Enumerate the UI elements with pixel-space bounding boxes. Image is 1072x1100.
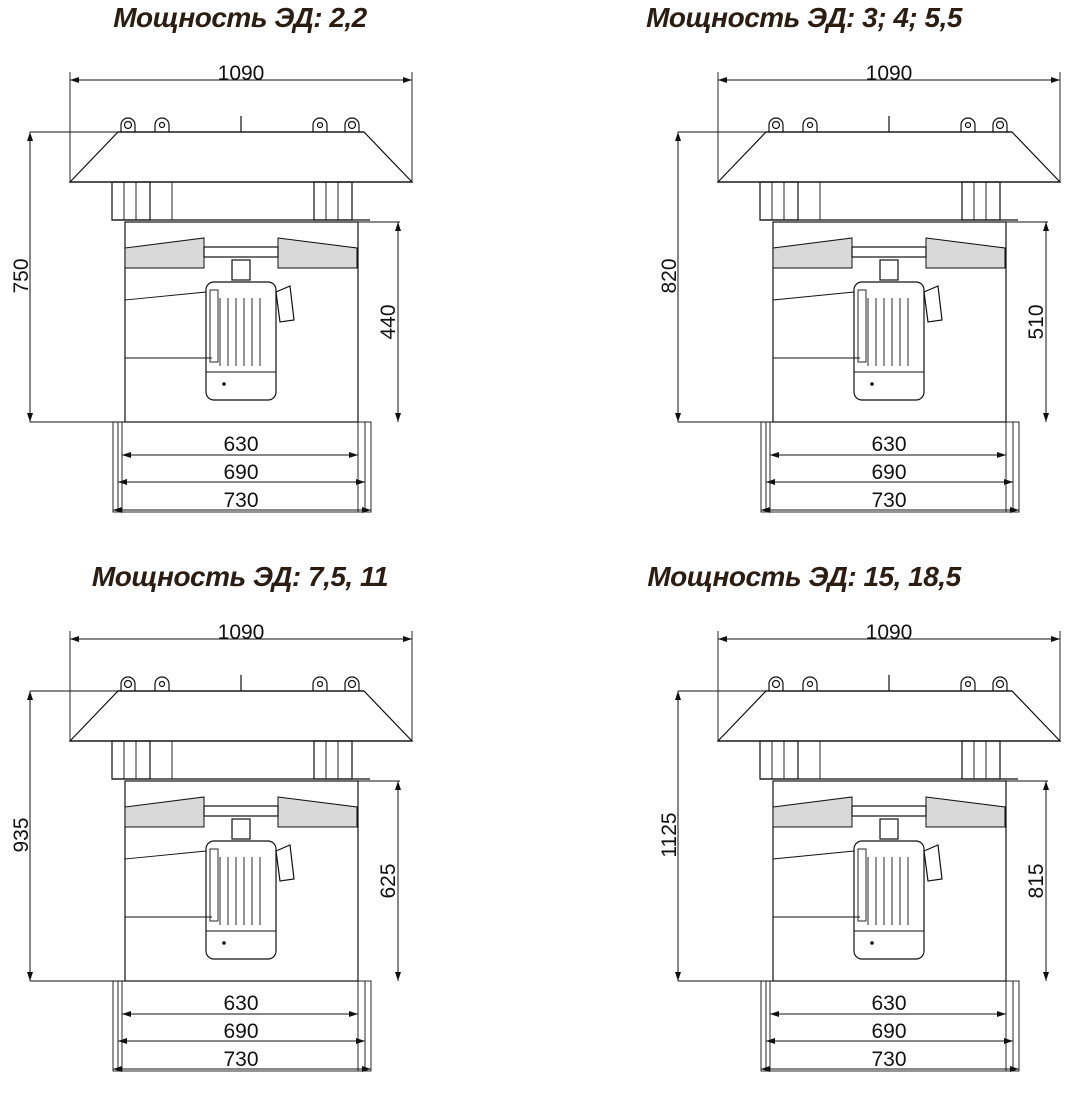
dimension-width-690: 690 — [871, 1020, 907, 1043]
lifting-eye-hole — [997, 681, 1004, 688]
dimension-height-total: 750 — [10, 258, 33, 294]
fan-assembly — [27, 631, 412, 1072]
post-inner — [798, 741, 820, 779]
dimension-width-top: 1090 — [217, 62, 265, 85]
dimension-width-690: 690 — [223, 1020, 259, 1043]
dimension-width-630: 630 — [223, 992, 259, 1015]
motor-flange — [924, 286, 942, 322]
lifting-eye — [345, 118, 359, 132]
drawing-panel-1 — [0, 0, 536, 541]
lifting-eye — [769, 677, 783, 691]
lifting-eye — [769, 118, 783, 132]
arrowhead — [122, 1011, 131, 1017]
dimension-width-730: 730 — [223, 1048, 259, 1071]
arrowhead — [403, 636, 412, 642]
motor-body — [854, 282, 924, 400]
lifting-eye-hole — [125, 122, 132, 129]
fan-geometry — [675, 631, 1060, 1072]
hood — [70, 691, 412, 741]
fan-drawing — [0, 0, 536, 541]
leader-line — [773, 851, 854, 859]
arrowhead — [356, 1038, 365, 1044]
arrowhead — [395, 413, 401, 422]
fan-assembly — [27, 72, 412, 513]
arrowhead — [718, 636, 727, 642]
dimension-height-lower: 440 — [377, 304, 400, 340]
lifting-eye — [961, 118, 975, 132]
lifting-eye — [121, 677, 135, 691]
impeller-blade-right — [926, 797, 1005, 827]
arrowhead — [118, 1038, 127, 1044]
lifting-eye-hole — [349, 122, 356, 129]
lifting-eye — [313, 118, 327, 132]
motor-body — [206, 841, 276, 959]
impeller-blade-left — [773, 238, 852, 268]
dimension-width-690: 690 — [223, 461, 259, 484]
arrowhead — [675, 413, 681, 422]
arrowhead — [766, 1038, 775, 1044]
lifting-eye — [155, 118, 169, 132]
motor-shaft — [232, 819, 250, 839]
dimension-height-lower: 815 — [1025, 863, 1048, 899]
motor-body — [854, 841, 924, 959]
lifting-eye-hole — [966, 682, 971, 687]
dimension-width-690: 690 — [871, 461, 907, 484]
arrowhead — [403, 77, 412, 83]
panel-title: Мощность ЭД: 3; 4; 5,5 — [646, 2, 962, 33]
lifting-eye-hole — [773, 122, 780, 129]
impeller-blade-left — [773, 797, 852, 827]
impeller-hub — [852, 247, 926, 257]
hood — [718, 132, 1060, 182]
arrowhead — [1043, 222, 1049, 231]
motor-shaft — [232, 260, 250, 280]
arrowhead — [770, 452, 779, 458]
arrowhead — [1004, 479, 1013, 485]
dimension-width-top: 1090 — [865, 621, 913, 644]
arrowhead — [122, 452, 131, 458]
arrowhead — [770, 1011, 779, 1017]
dimension-width-630: 630 — [223, 433, 259, 456]
impeller-hub — [204, 247, 278, 257]
arrowhead — [27, 413, 33, 422]
arrowhead — [349, 452, 358, 458]
lifting-eye — [155, 677, 169, 691]
arrowhead — [395, 781, 401, 790]
lifting-eye-hole — [997, 122, 1004, 129]
fan-drawing — [536, 0, 1072, 541]
lifting-eye — [993, 677, 1007, 691]
arrowhead — [675, 691, 681, 700]
dimension-height-total: 820 — [658, 258, 681, 294]
support-post — [112, 741, 150, 779]
arrowhead — [395, 222, 401, 231]
lifting-eye-hole — [808, 123, 813, 128]
panel-title: Мощность ЭД: 2,2 — [113, 2, 367, 33]
fan-geometry — [675, 72, 1060, 513]
arrowhead — [27, 972, 33, 981]
motor-shaft — [880, 260, 898, 280]
arrowhead — [675, 132, 681, 141]
dimension-width-630: 630 — [871, 992, 907, 1015]
motor-flange — [924, 845, 942, 881]
lifting-eye-hole — [160, 123, 165, 128]
dimension-width-730: 730 — [871, 489, 907, 512]
impeller-hub — [852, 806, 926, 816]
arrowhead — [1051, 636, 1060, 642]
lifting-eye-hole — [349, 681, 356, 688]
fan-geometry — [27, 631, 412, 1072]
arrowhead — [997, 452, 1006, 458]
arrowhead — [356, 479, 365, 485]
lifting-eye — [803, 118, 817, 132]
dimension-width-top: 1090 — [865, 62, 913, 85]
dimension-height-total: 935 — [10, 817, 33, 853]
lifting-eye-hole — [318, 123, 323, 128]
motor-flange — [276, 286, 294, 322]
dimension-width-730: 730 — [871, 1048, 907, 1071]
impeller-blade-right — [278, 238, 357, 268]
arrowhead — [718, 77, 727, 83]
arrowhead — [27, 132, 33, 141]
dimension-width-730: 730 — [223, 489, 259, 512]
post-inner — [150, 182, 172, 220]
arrowhead — [997, 1011, 1006, 1017]
dimension-height-lower: 625 — [377, 863, 400, 899]
lifting-eye-hole — [773, 681, 780, 688]
motor-body — [206, 282, 276, 400]
support-post — [962, 182, 1000, 220]
support-post — [112, 182, 150, 220]
support-post — [314, 182, 352, 220]
drawing-panel-2 — [536, 0, 1072, 541]
lifting-eye — [345, 677, 359, 691]
hood — [70, 132, 412, 182]
dimension-width-top: 1090 — [217, 621, 265, 644]
hood — [718, 691, 1060, 741]
panel-title: Мощность ЭД: 15, 18,5 — [647, 561, 961, 592]
lifting-eye-hole — [318, 682, 323, 687]
post-inner — [150, 741, 172, 779]
lifting-eye — [121, 118, 135, 132]
motor-bolt — [222, 382, 226, 386]
arrowhead — [70, 77, 79, 83]
arrowhead — [1043, 413, 1049, 422]
impeller-blade-left — [125, 797, 204, 827]
panel-title: Мощность ЭД: 7,5, 11 — [91, 561, 389, 592]
lifting-eye — [313, 677, 327, 691]
arrowhead — [766, 479, 775, 485]
arrowhead — [27, 691, 33, 700]
arrowhead — [118, 479, 127, 485]
drawing-panel-4 — [536, 559, 1072, 1100]
leader-line — [125, 851, 206, 859]
fan-geometry — [27, 72, 412, 513]
motor-bolt — [222, 941, 226, 945]
arrowhead — [675, 972, 681, 981]
impeller-hub — [204, 806, 278, 816]
fan-assembly — [675, 631, 1060, 1072]
dimension-height-lower: 510 — [1025, 304, 1048, 340]
motor-shaft — [880, 819, 898, 839]
arrowhead — [1043, 972, 1049, 981]
post-inner — [798, 182, 820, 220]
lifting-eye — [961, 677, 975, 691]
arrowhead — [349, 1011, 358, 1017]
motor-bolt — [870, 382, 874, 386]
support-post — [760, 741, 798, 779]
fan-drawing — [536, 559, 1072, 1100]
lifting-eye — [803, 677, 817, 691]
arrowhead — [70, 636, 79, 642]
impeller-blade-right — [278, 797, 357, 827]
support-post — [962, 741, 1000, 779]
lifting-eye — [993, 118, 1007, 132]
lifting-eye-hole — [160, 682, 165, 687]
impeller-blade-left — [125, 238, 204, 268]
leader-line — [773, 292, 854, 300]
drawing-panel-3 — [0, 559, 536, 1100]
leader-line — [125, 292, 206, 300]
motor-bolt — [870, 941, 874, 945]
lifting-eye-hole — [808, 682, 813, 687]
support-post — [314, 741, 352, 779]
dimension-width-630: 630 — [871, 433, 907, 456]
arrowhead — [1043, 781, 1049, 790]
arrowhead — [1051, 77, 1060, 83]
impeller-blade-right — [926, 238, 1005, 268]
fan-drawing — [0, 559, 536, 1100]
fan-assembly — [675, 72, 1060, 513]
lifting-eye-hole — [125, 681, 132, 688]
dimension-height-total: 1125 — [658, 812, 681, 858]
support-post — [760, 182, 798, 220]
arrowhead — [395, 972, 401, 981]
lifting-eye-hole — [966, 123, 971, 128]
arrowhead — [1004, 1038, 1013, 1044]
motor-flange — [276, 845, 294, 881]
